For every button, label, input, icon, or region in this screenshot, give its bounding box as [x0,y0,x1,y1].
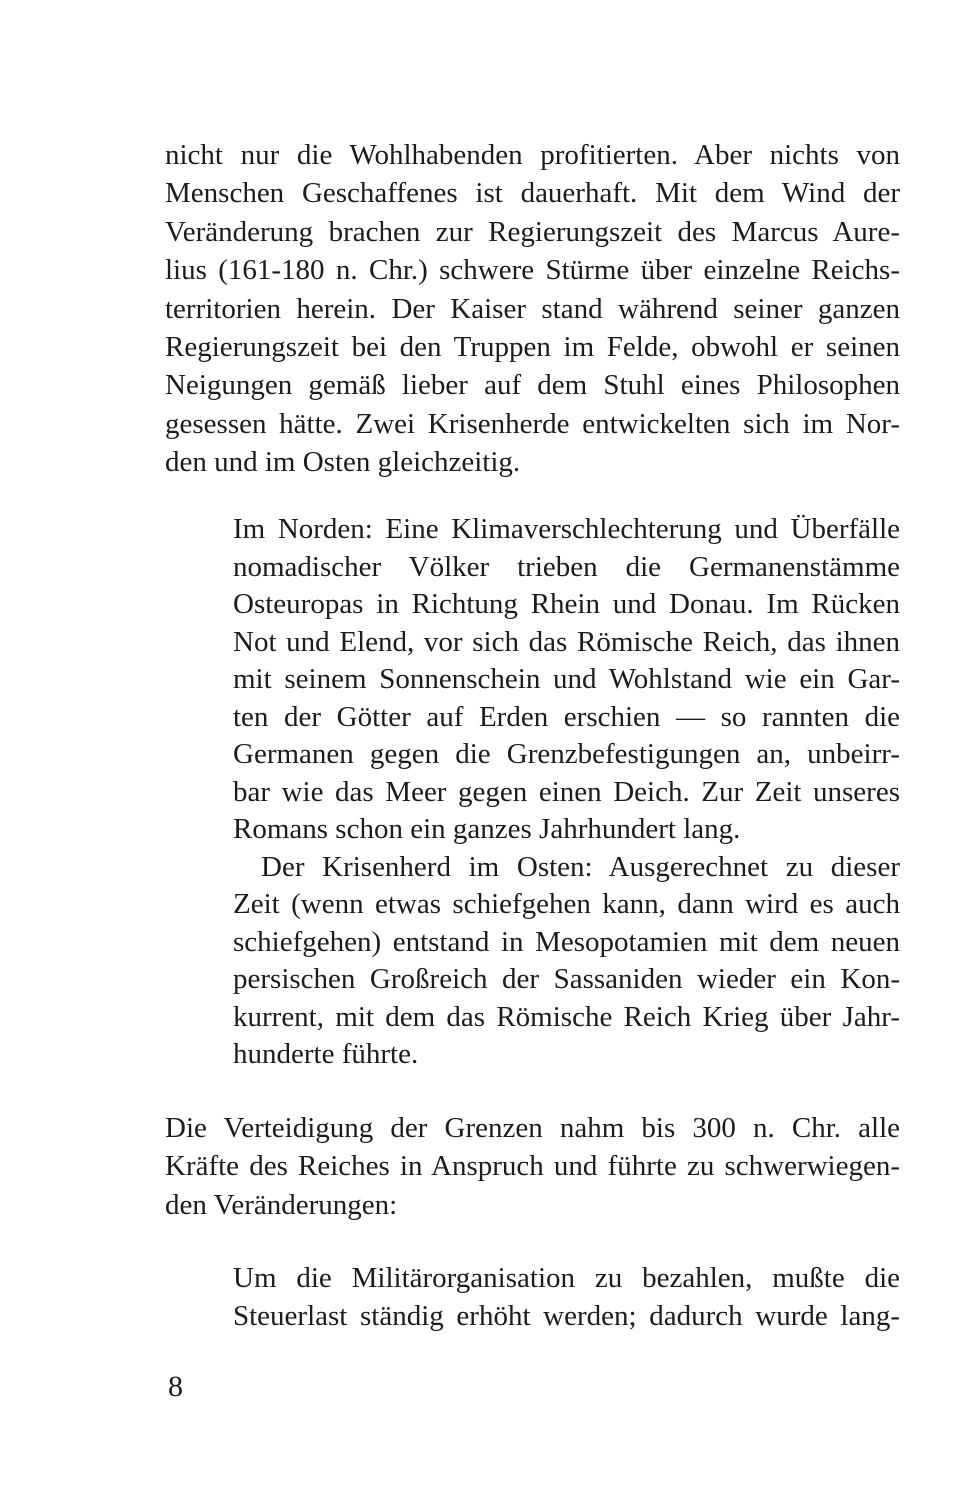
text-line: kurrent, mit dem das Römische Reich Krieg über Jahr- [233,1000,900,1033]
text-line: nicht nur die Wohlhabenden profitierten. Aber nichts von [165,139,900,171]
text-line: Zeit (wenn etwas schiefgehen kann, dann wird es auch [233,888,900,920]
text-line: bar wie das Meer gegen einen Deich. Zur Zeit unseres [233,775,900,808]
text-line: mit seinem Sonnenschein und Wohlstand wie ein Gar- [233,663,900,695]
text-line: Kräfte des Reiches in Anspruch und führte zu schwerwiegen- [165,1150,900,1183]
text-line: Osteuropas in Richtung Rhein und Donau. Im Rücken [233,588,900,620]
paragraph-indented-4 [233,1259,900,1336]
text-line: hunderte führte. [233,1038,419,1070]
text-line: den und im Osten gleichzeitig. [165,446,521,479]
text-line: Not und Elend, vor sich das Römische Reich, das ihnen [233,625,900,658]
text-line: lius (161-180 n. Chr.) schwere Stürme über einzelne Reichs- [165,254,900,287]
paragraph-1 [165,136,900,482]
text-line: gesessen hätte. Zwei Krisenherde entwickelten sich im Nor- [165,407,900,440]
text-line: Neigungen gemäß lieber auf dem Stuhl eines Philosophen [165,369,900,402]
text-line: Steuerlast ständig erhöht werden; dadurch wurde lang- [233,1300,900,1333]
text-line: nomadischer Völker trieben die Germanenstämme [233,550,900,583]
text-line: Veränderung brachen zur Regierungszeit des Marcus Aure- [165,215,900,248]
text-line: Der Krisenherd im Osten: Ausgerechnet zu dieser [261,850,900,883]
text-line: Um die Militärorganisation zu bezahlen, mußte die [233,1262,900,1294]
text-line: Germanen gegen die Grenzbefestigungen an, unbeirr- [233,738,900,770]
text-line: territorien herein. Der Kaiser stand während seiner ganzen [165,292,900,325]
text-line: Die Verteidigung der Grenzen nahm bis 300 n. Chr. alle [165,1112,900,1144]
text-line: Romans schon ein ganzes Jahrhundert lang. [233,813,741,845]
paragraph-indented-2 [233,511,900,1074]
text-line: Im Norden: Eine Klimaverschlechterung und Überfälle [233,513,900,545]
text-line: schiefgehen) entstand in Mesopotamien mit dem neuen [233,925,900,958]
page-number: 8 [168,1370,183,1403]
text-line: Regierungszeit bei den Truppen im Felde, obwohl er seinen [165,330,900,363]
text-line: Menschen Geschaffenes ist dauerhaft. Mit dem Wind der [165,177,900,210]
text-line: den Veränderungen: [165,1188,398,1221]
text-line: ten der Götter auf Erden erschien — so rannten die [233,700,900,733]
text-line: persischen Großreich der Sassaniden wieder ein Kon- [233,963,900,995]
paragraph-3 [165,1109,900,1224]
